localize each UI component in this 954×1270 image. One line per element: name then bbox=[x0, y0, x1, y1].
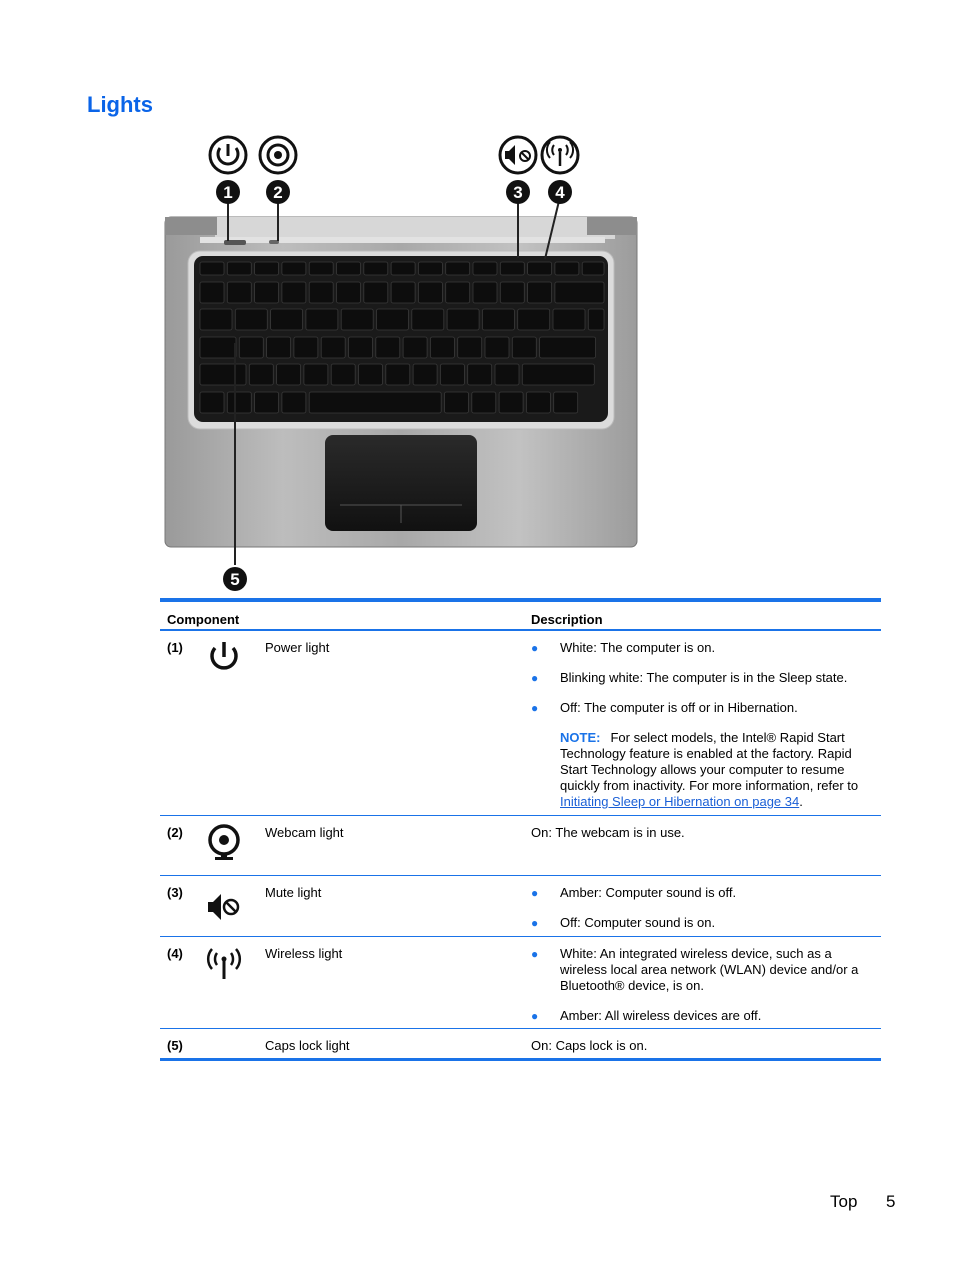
keyboard-key bbox=[282, 282, 306, 303]
keyboard-key bbox=[364, 282, 388, 303]
row-number: (3) bbox=[167, 885, 183, 900]
bullet-icon: ● bbox=[531, 916, 539, 930]
list-item: ● White: An integrated wireless device, such as a wireless local area network (WLAN) device and/or a Bluetooth® device, is on. bbox=[531, 946, 859, 993]
keyboard-key bbox=[499, 392, 523, 413]
callout-4 bbox=[548, 180, 572, 204]
keyboard-key bbox=[500, 282, 524, 303]
callout-5 bbox=[223, 567, 247, 591]
wireless-icon bbox=[204, 945, 244, 985]
row-number: (4) bbox=[167, 946, 183, 961]
keyboard-key bbox=[473, 282, 497, 303]
keyboard-key bbox=[500, 262, 524, 275]
keyboard-key bbox=[458, 337, 482, 358]
list-item: ● White: The computer is on. bbox=[531, 640, 716, 655]
keyboard-key bbox=[440, 364, 464, 385]
list-item: ● Off: The computer is off or in Hibernation. bbox=[531, 700, 798, 715]
keyboard-key bbox=[227, 262, 251, 275]
note-label: NOTE: bbox=[560, 730, 601, 745]
keyboard-key bbox=[445, 392, 469, 413]
keyboard-key bbox=[200, 364, 246, 385]
keyboard-key bbox=[553, 309, 585, 330]
keyboard-key bbox=[582, 262, 604, 275]
keyboard-key bbox=[473, 262, 497, 275]
keyboard-key bbox=[309, 392, 441, 413]
keyboard-key bbox=[522, 364, 594, 385]
footer-section: Top bbox=[830, 1192, 858, 1211]
keyboard-key bbox=[331, 364, 355, 385]
keyboard-key bbox=[468, 364, 492, 385]
keyboard-key bbox=[309, 262, 333, 275]
table-row-caps-lock-light bbox=[160, 1029, 881, 1058]
keyboard-key bbox=[418, 282, 442, 303]
table-row-mute-light bbox=[160, 876, 881, 936]
keyboard-key bbox=[200, 282, 224, 303]
bullet-icon: ● bbox=[531, 886, 539, 900]
keyboard-key bbox=[482, 309, 514, 330]
component-name: Webcam light bbox=[265, 825, 344, 840]
svg-text:5: 5 bbox=[230, 570, 240, 589]
keyboard-key bbox=[277, 364, 301, 385]
keyboard-key bbox=[200, 392, 224, 413]
keyboard-key bbox=[526, 392, 550, 413]
keyboard-key bbox=[337, 282, 361, 303]
component-name: Power light bbox=[265, 640, 330, 655]
keyboard-key bbox=[403, 337, 427, 358]
keyboard-key bbox=[413, 364, 437, 385]
keyboard-key bbox=[512, 337, 536, 358]
description bbox=[531, 640, 861, 810]
keyboard-key bbox=[255, 262, 279, 275]
list-item: ● Off: Computer sound is on. bbox=[531, 915, 716, 930]
keyboard-key bbox=[309, 282, 333, 303]
component-name: Caps lock light bbox=[265, 1038, 350, 1053]
table-header bbox=[160, 602, 881, 629]
keyboard-key bbox=[495, 364, 519, 385]
keyboard-key bbox=[446, 282, 470, 303]
keyboard-key bbox=[349, 337, 373, 358]
keyboard-key bbox=[249, 364, 273, 385]
keyboard-key bbox=[341, 309, 373, 330]
keyboard-key bbox=[472, 392, 496, 413]
keyboard-key bbox=[418, 262, 442, 275]
note: NOTE: For select models, the Intel® Rapid Start Technology feature is enabled at the factory. Rapid Start Technology allows your computer to resume quickly from inactivity. For more information, refer to Initiating Sleep or Hibernation on page 34. bbox=[560, 730, 859, 809]
keyboard-key bbox=[200, 309, 232, 330]
table-row-webcam-light bbox=[160, 816, 881, 875]
list-item: ● Blinking white: The computer is in the Sleep state. bbox=[531, 670, 848, 685]
keyboard-key bbox=[294, 337, 318, 358]
keyboard-key bbox=[200, 337, 236, 358]
svg-text:1: 1 bbox=[223, 183, 233, 202]
keyboard-key bbox=[528, 262, 552, 275]
webcam-icon bbox=[204, 822, 244, 862]
list-item: ● Amber: All wireless devices are off. bbox=[531, 1008, 762, 1023]
svg-text:2: 2 bbox=[273, 183, 283, 202]
bullet-icon: ● bbox=[531, 641, 539, 655]
keyboard-key bbox=[376, 337, 400, 358]
mute-icon bbox=[500, 137, 536, 173]
keyboard-key bbox=[518, 309, 550, 330]
svg-text:4: 4 bbox=[555, 183, 565, 202]
keyboard-key bbox=[321, 337, 345, 358]
keyboard-key bbox=[364, 262, 388, 275]
row-number: (5) bbox=[167, 1038, 183, 1053]
keyboard bbox=[188, 251, 614, 429]
header-description: Description bbox=[531, 612, 603, 627]
description: On: Caps lock is on. bbox=[531, 1038, 648, 1053]
keyboard-key bbox=[554, 392, 578, 413]
callout-3 bbox=[506, 180, 530, 204]
row-number: (2) bbox=[167, 825, 183, 840]
webcam-icon bbox=[260, 137, 296, 173]
keyboard-key bbox=[359, 364, 383, 385]
page-number: 5 bbox=[886, 1192, 896, 1211]
keyboard-key bbox=[391, 282, 415, 303]
table-row-power-light bbox=[160, 631, 881, 815]
keyboard-key bbox=[227, 392, 251, 413]
description: On: The webcam is in use. bbox=[531, 825, 685, 840]
list-item: ● Amber: Computer sound is off. bbox=[531, 885, 737, 900]
keyboard-key bbox=[412, 309, 444, 330]
keyboard-key bbox=[430, 337, 454, 358]
keyboard-illustration bbox=[160, 135, 644, 595]
keyboard-key bbox=[377, 309, 409, 330]
callout-2 bbox=[266, 180, 290, 204]
keyboard-key bbox=[485, 337, 509, 358]
svg-text:3: 3 bbox=[513, 183, 523, 202]
keyboard-key bbox=[255, 392, 279, 413]
keyboard-key bbox=[235, 309, 267, 330]
bullet-icon: ● bbox=[531, 1009, 539, 1023]
bullet-icon: ● bbox=[531, 671, 539, 685]
keyboard-key bbox=[446, 262, 470, 275]
keyboard-key bbox=[200, 262, 224, 275]
keyboard-key bbox=[306, 309, 338, 330]
keyboard-key bbox=[555, 262, 579, 275]
table-bottom-rule bbox=[160, 1058, 881, 1061]
bullet-icon: ● bbox=[531, 947, 539, 961]
keyboard-key bbox=[304, 364, 328, 385]
description bbox=[531, 885, 861, 945]
power-icon bbox=[204, 637, 244, 677]
header-component: Component bbox=[167, 612, 240, 627]
wireless-icon bbox=[542, 137, 578, 173]
keyboard-key bbox=[271, 309, 303, 330]
keyboard-key bbox=[588, 309, 604, 330]
keyboard-key bbox=[282, 262, 306, 275]
lights-table bbox=[160, 598, 881, 1061]
touchpad bbox=[325, 435, 477, 531]
table-row-wireless-light bbox=[160, 937, 881, 1028]
power-icon bbox=[210, 137, 246, 173]
keyboard-key bbox=[386, 364, 410, 385]
component-name: Wireless light bbox=[265, 946, 343, 961]
mute-icon bbox=[204, 886, 244, 926]
keyboard-key bbox=[337, 262, 361, 275]
bullet-icon: ● bbox=[531, 701, 539, 715]
callout-1 bbox=[216, 180, 240, 204]
keyboard-key bbox=[282, 392, 306, 413]
sleep-hibernation-link[interactable]: Initiating Sleep or Hibernation on page 34 bbox=[560, 794, 800, 809]
keyboard-key bbox=[555, 282, 604, 303]
keyboard-key bbox=[267, 337, 291, 358]
description bbox=[531, 946, 861, 1038]
component-name: Mute light bbox=[265, 885, 322, 900]
row-number: (1) bbox=[167, 640, 183, 655]
note-text: For select models, the Intel® Rapid Start Technology feature is enabled at the factory. Rapid Start Technology allows your computer to resume quickly from inactivity. For more information, refer to bbox=[560, 730, 859, 793]
keyboard-key bbox=[391, 262, 415, 275]
keyboard-key bbox=[227, 282, 251, 303]
keyboard-key bbox=[239, 337, 263, 358]
keyboard-key bbox=[255, 282, 279, 303]
keyboard-key bbox=[447, 309, 479, 330]
keyboard-key bbox=[540, 337, 596, 358]
keyboard-key bbox=[528, 282, 552, 303]
section-title: Lights bbox=[87, 92, 153, 117]
